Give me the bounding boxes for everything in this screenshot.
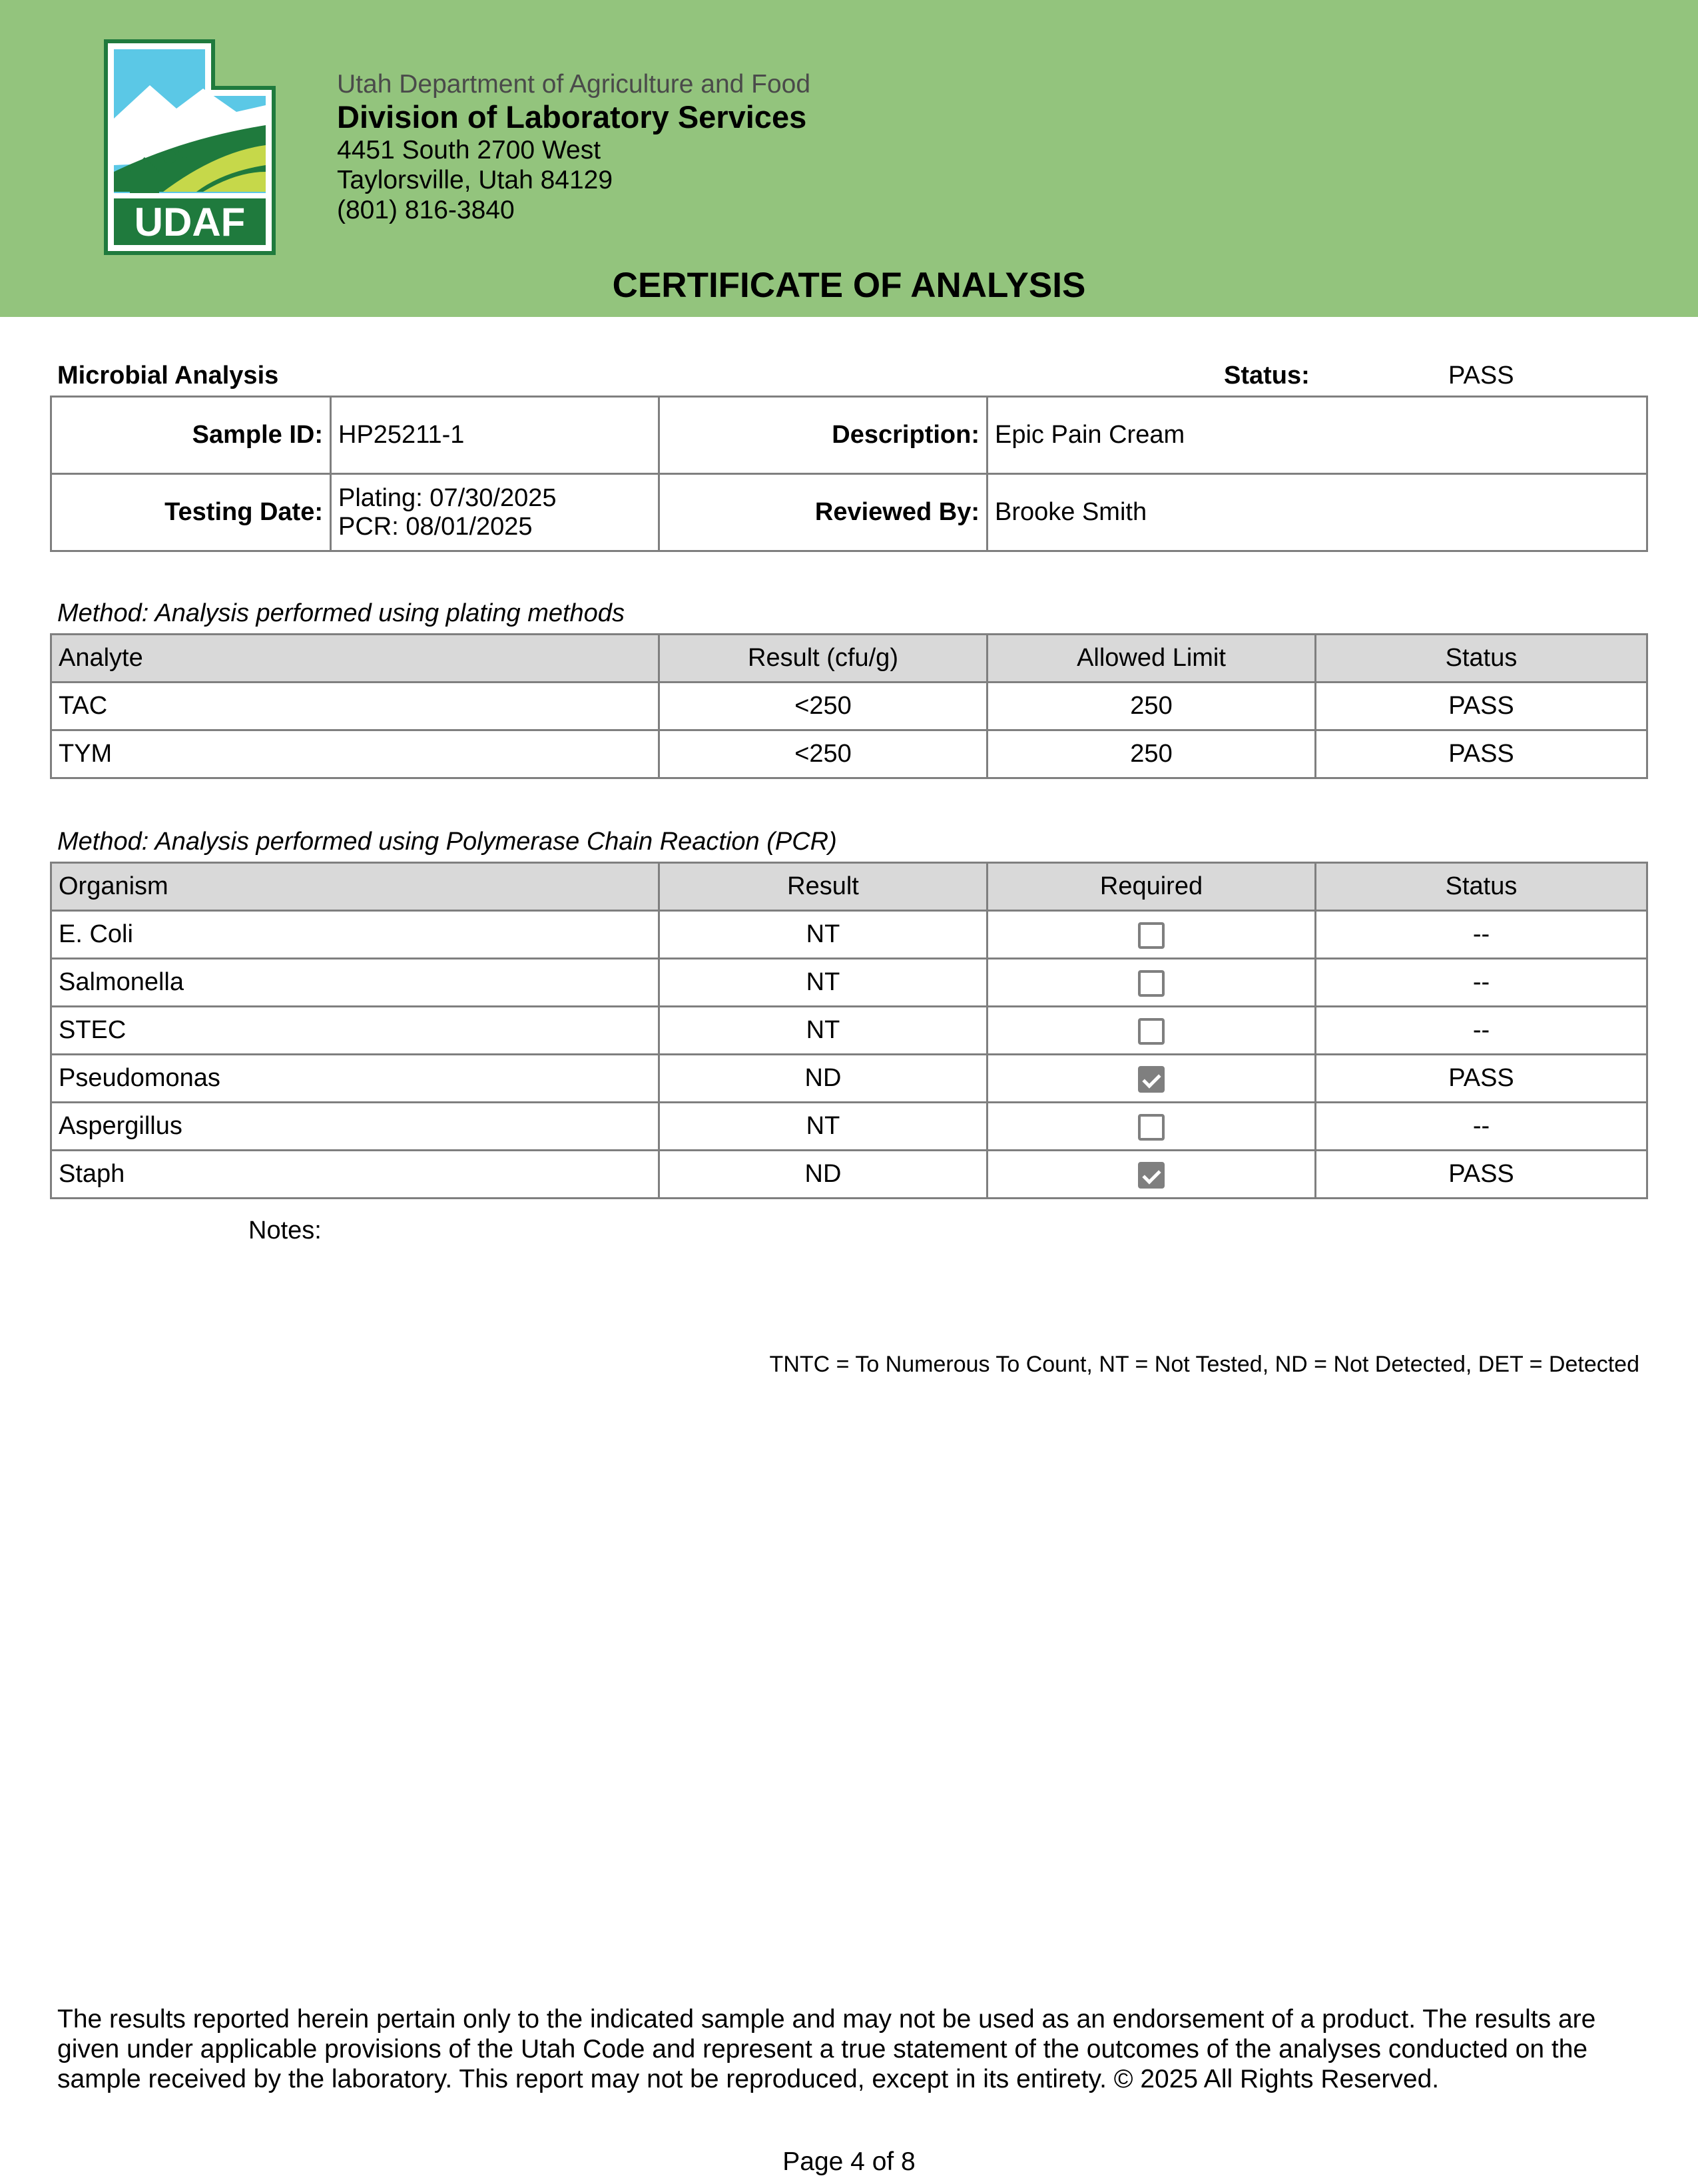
reviewed-by-label: Reviewed By:: [659, 474, 988, 551]
table-row: [51, 1007, 1647, 1055]
column-header: Organism: [51, 863, 659, 911]
required-cell: [988, 1103, 1316, 1151]
department-name: Utah Department of Agriculture and Food: [337, 70, 811, 99]
organism-result: NT: [659, 959, 988, 1007]
pcr-method-note: Method: Analysis performed using Polymerase Chain Reaction (PCR): [57, 828, 837, 856]
notes-label: Notes:: [248, 1217, 322, 1244]
analyte-status: PASS: [1316, 682, 1647, 730]
testing-date-plating: Plating: 07/30/2025: [338, 483, 557, 512]
column-header: Status: [1316, 863, 1647, 911]
required-cell: [988, 911, 1316, 959]
organism-status: --: [1316, 959, 1647, 1007]
page-number: Page 4 of 8: [782, 2147, 916, 2176]
required-cell: [988, 1055, 1316, 1103]
column-header: Allowed Limit: [988, 635, 1316, 682]
organism-status: --: [1316, 911, 1647, 959]
phone-number: (801) 816-3840: [337, 196, 515, 224]
organism-status: PASS: [1316, 1151, 1647, 1199]
column-header: Result (cfu/g): [659, 635, 988, 682]
testing-date-value: [331, 474, 659, 551]
address-line-2: Taylorsville, Utah 84129: [337, 166, 613, 194]
pcr-results-table: [50, 862, 1648, 1199]
column-header: Result: [659, 863, 988, 911]
section-title: Microbial Analysis: [57, 362, 279, 390]
description-label: Description:: [659, 397, 988, 474]
table-row: [51, 1151, 1647, 1199]
info-row: [51, 397, 1647, 474]
organism-status: --: [1316, 1103, 1647, 1151]
organism-status: --: [1316, 1007, 1647, 1055]
udaf-logo: [103, 39, 276, 256]
organism-result: NT: [659, 1103, 988, 1151]
disclaimer-text: The results reported herein pertain only to the indicated sample and may not be used as an endorsement of a product. The results are given under applicable provisions of the Utah Code and represent a true statement of the outcomes of the analyses conducted on the sample received by the laboratory. This report may not be reproduced, except in its entirety. © 2025 All Rights Reserved.: [57, 2005, 1596, 2093]
table-row: [51, 682, 1647, 730]
abbreviation-legend: TNTC = To Numerous To Count, NT = Not Tested, ND = Not Detected, DET = Detected: [769, 1352, 1639, 1377]
organism-name: STEC: [51, 1007, 659, 1055]
reviewed-by-value: Brooke Smith: [988, 474, 1647, 551]
organism-name: E. Coli: [51, 911, 659, 959]
analyte-result: <250: [659, 730, 988, 778]
logo-text: UDAF: [134, 200, 246, 244]
unchecked-checkbox-icon[interactable]: [1138, 970, 1165, 997]
sample-id-label: Sample ID:: [51, 397, 331, 474]
required-cell: [988, 959, 1316, 1007]
analyte-limit: 250: [988, 682, 1316, 730]
required-cell: [988, 1151, 1316, 1199]
plating-method-note: Method: Analysis performed using plating methods: [57, 599, 625, 627]
overall-status: PASS: [1448, 362, 1514, 390]
column-header: Required: [988, 863, 1316, 911]
organism-name: Staph: [51, 1151, 659, 1199]
header-banner: [0, 0, 1698, 317]
organism-name: Aspergillus: [51, 1103, 659, 1151]
organism-status: PASS: [1316, 1055, 1647, 1103]
sample-id-value: HP25211-1: [331, 397, 659, 474]
organism-result: ND: [659, 1151, 988, 1199]
info-row: [51, 474, 1647, 551]
table-row: [51, 1103, 1647, 1151]
table-row: [51, 730, 1647, 778]
status-label: Status:: [1224, 362, 1310, 390]
analyte-name: TAC: [51, 682, 659, 730]
sample-info-table: [50, 396, 1648, 552]
analyte-limit: 250: [988, 730, 1316, 778]
checked-checkbox-icon[interactable]: [1138, 1066, 1165, 1093]
column-header: Analyte: [51, 635, 659, 682]
testing-date-pcr: PCR: 08/01/2025: [338, 512, 533, 541]
table-row: [51, 1055, 1647, 1103]
organism-result: ND: [659, 1055, 988, 1103]
column-header: Status: [1316, 635, 1647, 682]
organism-name: Pseudomonas: [51, 1055, 659, 1103]
certificate-title: CERTIFICATE OF ANALYSIS: [612, 266, 1086, 305]
checked-checkbox-icon[interactable]: [1138, 1162, 1165, 1189]
required-cell: [988, 1007, 1316, 1055]
analyte-result: <250: [659, 682, 988, 730]
description-value: Epic Pain Cream: [988, 397, 1647, 474]
address-line-1: 4451 South 2700 West: [337, 136, 601, 164]
plating-results-table: [50, 633, 1648, 779]
unchecked-checkbox-icon[interactable]: [1138, 1114, 1165, 1141]
division-name: Division of Laboratory Services: [337, 99, 807, 135]
table-row: [51, 911, 1647, 959]
testing-date-label: Testing Date:: [51, 474, 331, 551]
table-row: [51, 959, 1647, 1007]
organism-result: NT: [659, 911, 988, 959]
analyte-name: TYM: [51, 730, 659, 778]
organization-block: [337, 69, 810, 225]
table-header-row: [51, 863, 1647, 911]
organism-result: NT: [659, 1007, 988, 1055]
analyte-status: PASS: [1316, 730, 1647, 778]
organism-name: Salmonella: [51, 959, 659, 1007]
unchecked-checkbox-icon[interactable]: [1138, 922, 1165, 949]
unchecked-checkbox-icon[interactable]: [1138, 1018, 1165, 1045]
table-header-row: [51, 635, 1647, 682]
